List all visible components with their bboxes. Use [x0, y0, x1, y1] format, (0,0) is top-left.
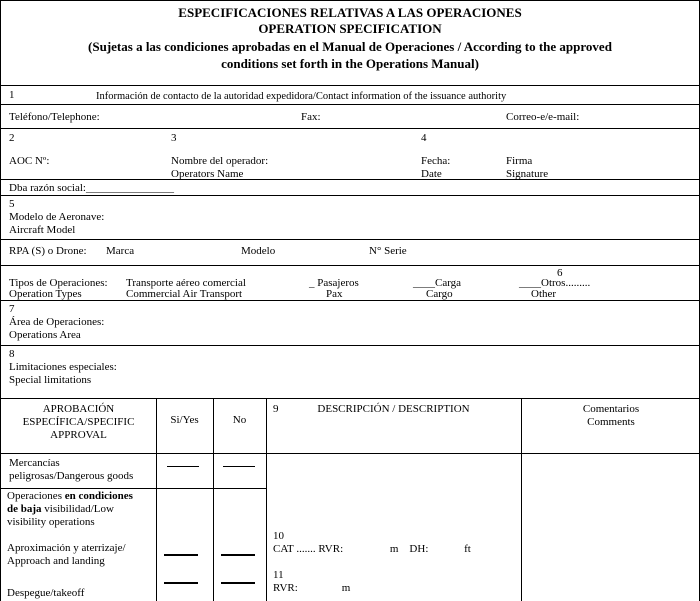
- date-label-es: Fecha:: [421, 155, 451, 167]
- passengers-option-en: Pax: [326, 288, 343, 300]
- section-8-number: 8: [9, 348, 15, 360]
- low-visibility-label-line2-bold: de baja: [7, 503, 42, 515]
- description-column-header: DESCRIPCIÓN / DESCRIPTION: [317, 403, 470, 415]
- divider: [1, 179, 699, 180]
- approach-landing-label-en: Approach and landing: [7, 555, 105, 567]
- section-1-issuing-authority: [1, 86, 699, 129]
- low-visibility-label-line1-regular: Operaciones: [7, 490, 65, 502]
- comments-column-header-es: Comentarios: [582, 403, 640, 415]
- takeoff-label: Despegue/takeoff: [7, 587, 85, 599]
- aircraft-model-label-es: Modelo de Aeronave:: [9, 211, 105, 223]
- section-6-number: 6: [557, 267, 563, 279]
- rpa-serial-label: N° Serie: [369, 245, 407, 257]
- operator-name-label-es: Nombre del operador:: [171, 155, 269, 167]
- passengers-option-es: _ Pasajeros: [309, 277, 359, 289]
- telephone-label: Teléfono/Telephone:: [9, 111, 100, 123]
- operations-area-label-en: Operations Area: [9, 329, 81, 341]
- signature-label-es: Firma: [506, 155, 533, 167]
- rpa-model-label: Modelo: [241, 245, 276, 257]
- email-label: Correo-e/e-mail:: [506, 111, 580, 123]
- divider: [1, 239, 699, 240]
- table-row-divider: [1, 488, 266, 489]
- commercial-air-transport-label-es: Transporte aéreo comercial: [126, 277, 246, 289]
- low-visibility-label-line2: [7, 503, 114, 516]
- dangerous-goods-label-line2: peligrosas/Dangerous goods: [9, 470, 134, 482]
- table-column-divider: [266, 399, 267, 601]
- form-title-block: [1, 1, 699, 86]
- commercial-air-transport-label-en: Commercial Air Transport: [126, 288, 243, 300]
- section-9-number: 9: [273, 403, 279, 415]
- section-2-number: 2: [9, 132, 15, 144]
- form-title-es: ESPECIFICACIONES RELATIVAS A LAS OPERACIONES: [178, 5, 522, 20]
- low-visibility-label-line1-bold: en condiciones: [64, 490, 133, 502]
- item-10-cat-rvr-dh-line: CAT ....... RVR: m DH: ft: [273, 543, 471, 555]
- section-6-operation-types: [1, 266, 699, 301]
- table-column-divider: [521, 399, 522, 601]
- other-option-es: ____Otros.........: [519, 277, 591, 289]
- section-8-special-limitations: [1, 346, 699, 399]
- section-7-operations-area: [1, 301, 699, 346]
- comments-column-header-en: Comments: [587, 416, 635, 428]
- section-3-number: 3: [171, 132, 177, 144]
- section-2-3-4-operator-block: [1, 129, 699, 196]
- section-4-number: 4: [421, 132, 427, 144]
- dangerous-goods-no-blank-line: [223, 466, 255, 467]
- table-column-divider: [156, 399, 157, 601]
- item-10-number: 10: [273, 530, 284, 542]
- cargo-option-es: ____Carga: [413, 277, 462, 289]
- table-header-divider: [1, 453, 699, 454]
- divider: [1, 104, 699, 105]
- low-visibility-label-line3: visibility operations: [7, 516, 95, 528]
- section-1-heading: Información de contacto de la autoridad expedidora/Contact information of the issuance authority: [96, 91, 507, 102]
- form-title-en: OPERATION SPECIFICATION: [258, 21, 442, 36]
- operation-types-label-en: Operation Types: [9, 288, 82, 300]
- approval-column-header-line2: ESPECÍFICA/SPECIFIC: [22, 416, 135, 428]
- rpa-drone-label: RPA (S) o Drone:: [9, 245, 87, 257]
- form-subtitle-line2: conditions set forth in the Operations Manual): [221, 56, 479, 71]
- approval-column-header-line1: APROBACIÓN: [42, 403, 115, 415]
- section-5-number: 5: [9, 198, 15, 210]
- operation-types-label-es: Tipos de Operaciones:: [9, 277, 108, 289]
- aoc-number-label: AOC Nº:: [9, 155, 50, 167]
- operator-name-label-en: Operators Name: [171, 168, 244, 180]
- low-visibility-label-line1: [7, 490, 133, 503]
- rpa-brand-label: Marca: [106, 245, 135, 257]
- dangerous-goods-yes-blank-line: [167, 466, 199, 467]
- no-column-header: No: [232, 414, 247, 426]
- signature-label-en: Signature: [506, 168, 549, 180]
- specific-approvals-table: [1, 399, 699, 601]
- cargo-option-en: Cargo: [426, 288, 453, 300]
- section-7-number: 7: [9, 303, 15, 315]
- date-label-en: Date: [421, 168, 442, 180]
- table-column-divider: [213, 399, 214, 601]
- fax-label: Fax:: [301, 111, 321, 123]
- special-limitations-label-en: Special limitations: [9, 374, 92, 386]
- approval-column-header-line3: APPROVAL: [50, 429, 107, 441]
- section-5-aircraft-model: [1, 196, 699, 266]
- operations-area-label-es: Área de Operaciones:: [9, 316, 105, 328]
- dba-company-name-label: Dba razón social:________________: [9, 182, 174, 194]
- item-11-rvr-line: RVR: m: [273, 582, 351, 594]
- section-1-number: 1: [9, 89, 15, 101]
- aircraft-model-label-en: Aircraft Model: [9, 224, 76, 236]
- takeoff-yes-blank-line: [164, 582, 198, 584]
- other-option-en: Other: [531, 288, 557, 300]
- yes-column-header: Si/Yes: [170, 414, 199, 426]
- special-limitations-label-es: Limitaciones especiales:: [9, 361, 117, 373]
- takeoff-no-blank-line: [221, 582, 255, 584]
- dangerous-goods-label-line1: Mercancías: [9, 457, 60, 469]
- approach-yes-blank-line: [164, 554, 198, 556]
- approach-landing-label-es: Aproximación y aterrizaje/: [7, 542, 126, 554]
- item-11-number: 11: [273, 569, 284, 581]
- approach-no-blank-line: [221, 554, 255, 556]
- form-subtitle-line1: (Sujetas a las condiciones aprobadas en el Manual de Operaciones / According to the approved: [88, 39, 612, 54]
- low-visibility-label-line2-regular: visibilidad/Low: [41, 503, 114, 515]
